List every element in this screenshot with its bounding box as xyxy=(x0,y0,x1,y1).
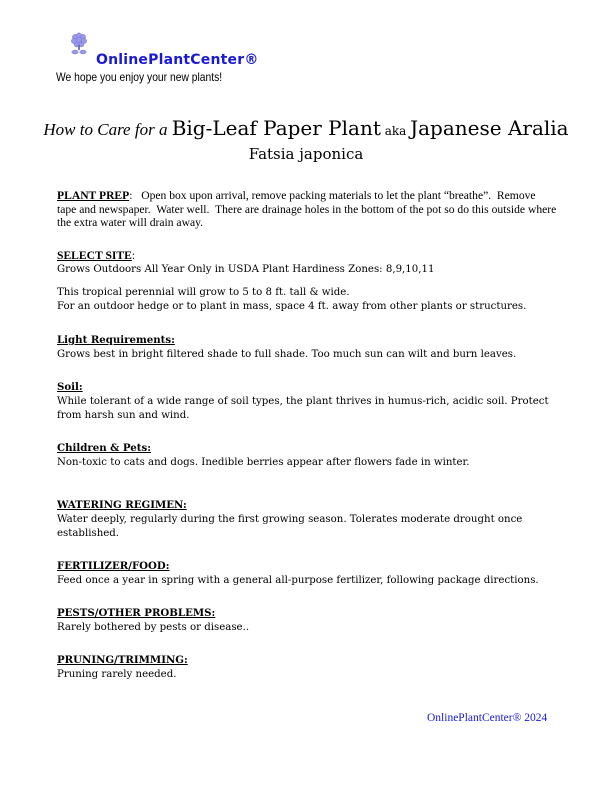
section-text: Grows Outdoors All Year Only in USDA Plant Hardiness Zones: 8,9,10,11 xyxy=(57,264,435,275)
title-prefix: How to Care for a xyxy=(43,120,172,139)
page-title xyxy=(0,116,612,140)
section-watering xyxy=(57,499,557,540)
section-text: This tropical perennial will grow to 5 to 8 ft. tall & wide. xyxy=(57,287,350,298)
section-heading: Children & Pets: xyxy=(57,442,151,454)
section-heading: PRUNING/TRIMMING: xyxy=(57,654,188,666)
section-text: Non-toxic to cats and dogs. Inedible berries appear after flowers fade in winter. xyxy=(57,456,470,468)
section-text: Rarely bothered by pests or disease.. xyxy=(57,621,250,633)
section-heading: WATERING REGIMEN: xyxy=(57,499,187,511)
title-aka: aka xyxy=(380,124,411,138)
section-text: Water deeply, regularly during the first growing season. Tolerates moderate drought once established. xyxy=(57,513,523,539)
section-text: Pruning rarely needed. xyxy=(57,668,177,680)
section-heading: Light Requirements: xyxy=(57,334,175,346)
title-common-name: Big-Leaf Paper Plant xyxy=(171,116,381,140)
section-text: Feed once a year in spring with a general all-purpose fertilizer, following package directions. xyxy=(57,574,539,586)
footer-copyright: OnlinePlantCenter® 2024 xyxy=(427,712,548,724)
section-light xyxy=(57,334,557,362)
section-heading: PESTS/OTHER PROBLEMS: xyxy=(57,607,216,619)
botanical-name: Fatsia japonica xyxy=(248,145,364,163)
section-text: While tolerant of a wide range of soil types, the plant thrives in humus-rich, acidic soil. Protect from harsh sun and wind. xyxy=(57,395,549,421)
section-children-pets xyxy=(57,442,557,470)
section-select-site xyxy=(57,249,557,263)
section-fertilizer xyxy=(57,560,557,588)
section-text: Open box upon arrival, remove packing materials to let the plant “breathe”. Remove tape and newspaper. Water well. There are drainage holes in the bottom of the pot so do this outside where the extra water will drain away. xyxy=(57,189,560,230)
section-pests xyxy=(57,607,557,635)
tagline: We hope you enjoy your new plants! xyxy=(56,70,223,84)
heading-colon: : xyxy=(129,189,133,202)
section-heading: SELECT SITE xyxy=(57,249,132,262)
section-heading: Soil: xyxy=(57,381,83,393)
brand-name: OnlinePlantCenter® xyxy=(96,52,259,68)
section-soil xyxy=(57,381,557,422)
section-plant-prep xyxy=(57,189,560,230)
section-text: For an outdoor hedge or to plant in mass, space 4 ft. away from other plants or structures. xyxy=(57,301,527,312)
flower-logo-icon xyxy=(68,32,90,56)
heading-colon: : xyxy=(131,249,136,262)
section-heading: PLANT PREP xyxy=(57,189,130,202)
title-alt-name: Japanese Aralia xyxy=(410,116,569,140)
section-text: Grows best in bright filtered shade to full shade. Too much sun can wilt and burn leaves. xyxy=(57,348,517,360)
section-heading: FERTILIZER/FOOD: xyxy=(57,560,170,572)
section-pruning xyxy=(57,654,557,682)
